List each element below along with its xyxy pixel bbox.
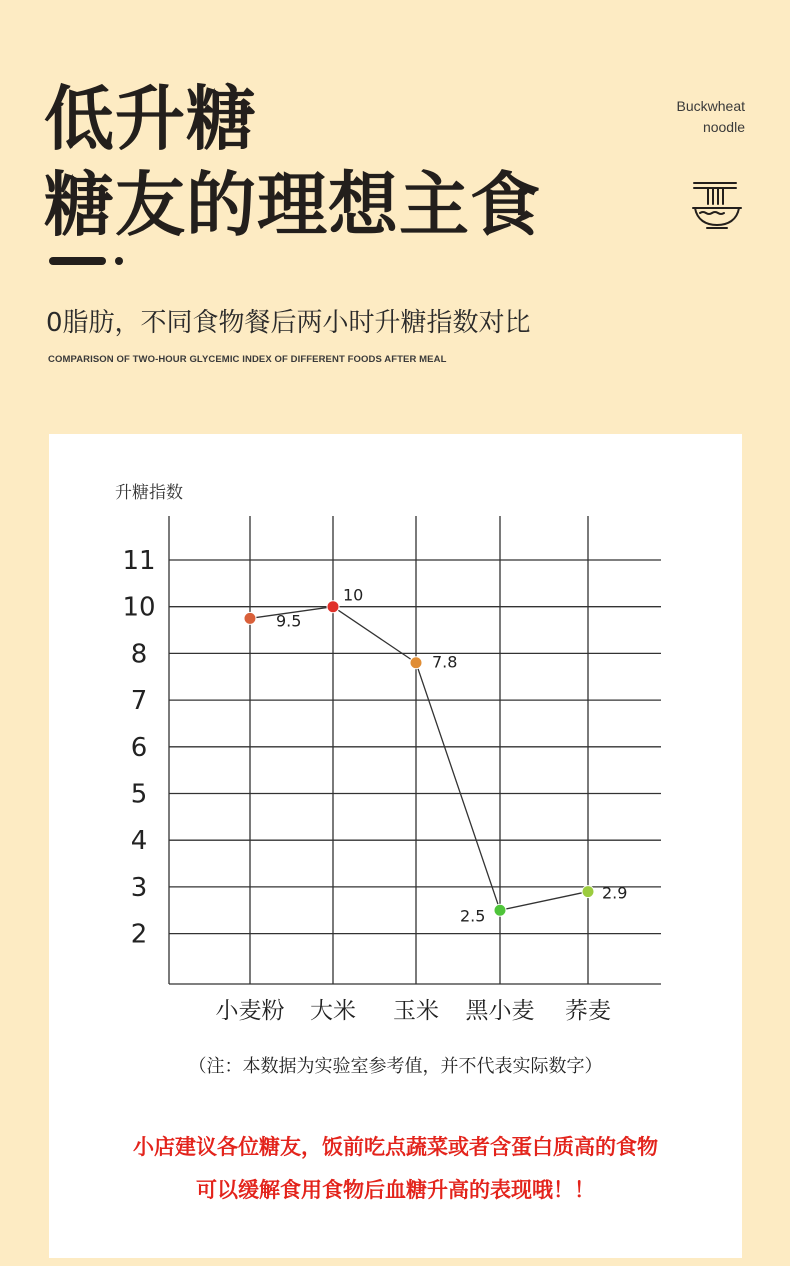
y-tick-label: 6 (130, 732, 148, 763)
y-tick-label: 10 (122, 592, 156, 623)
x-category-label: 玉米 (393, 998, 439, 1024)
data-label: 2.5 (460, 906, 486, 926)
subtitle-english: COMPARISON OF TWO-HOUR GLYCEMIC INDEX OF DIFFERENT FOODS AFTER MEAL (48, 354, 447, 365)
y-tick-label: 3 (130, 872, 148, 903)
data-label: 10 (343, 585, 364, 605)
brand-line-1: Buckwheat (676, 98, 745, 114)
title-line-2: 糖友的理想主食 (44, 164, 541, 246)
advice-line-1: 小店建议各位糖友，饭前吃点蔬菜或者含蛋白质高的食物 (133, 1135, 658, 1159)
x-category-label: 黑小麦 (465, 998, 535, 1024)
y-tick-label: 7 (130, 686, 148, 717)
title-line-1: 低升糖 (44, 78, 257, 160)
noodle-bowl-icon (690, 178, 744, 232)
data-label: 7.8 (432, 652, 458, 672)
y-tick-label: 4 (130, 826, 148, 857)
data-point (327, 601, 339, 613)
decorative-dot (115, 257, 123, 265)
chart-note: （注：本数据为实验室参考值，并不代表实际数字） (188, 1056, 603, 1077)
glycemic-index-chart (49, 434, 742, 1034)
data-point (244, 612, 256, 624)
data-point (494, 904, 506, 916)
y-tick-label: 11 (122, 546, 156, 576)
y-tick-label: 8 (130, 639, 148, 670)
data-point (582, 886, 594, 898)
y-tick-label: 2 (130, 919, 148, 950)
brand-line-2: noodle (702, 119, 745, 135)
x-category-label: 小麦粉 (215, 998, 285, 1024)
data-label: 9.5 (276, 611, 302, 631)
y-tick-label: 5 (130, 779, 148, 810)
x-category-label: 大米 (310, 998, 356, 1024)
data-label: 2.9 (602, 883, 628, 903)
chart-card (49, 434, 742, 1258)
advice-line-2: 可以缓解食用食物后血糖升高的表现哦！！ (196, 1178, 595, 1202)
data-point (410, 657, 422, 669)
decorative-dash (49, 257, 106, 265)
x-category-label: 荞麦 (565, 998, 611, 1024)
series-line (250, 607, 588, 911)
subtitle: 0脂肪，不同食物餐后两小时升糖指数对比 (46, 308, 531, 338)
brand-label (677, 96, 745, 138)
y-axis-label: 升糖指数 (115, 483, 183, 503)
